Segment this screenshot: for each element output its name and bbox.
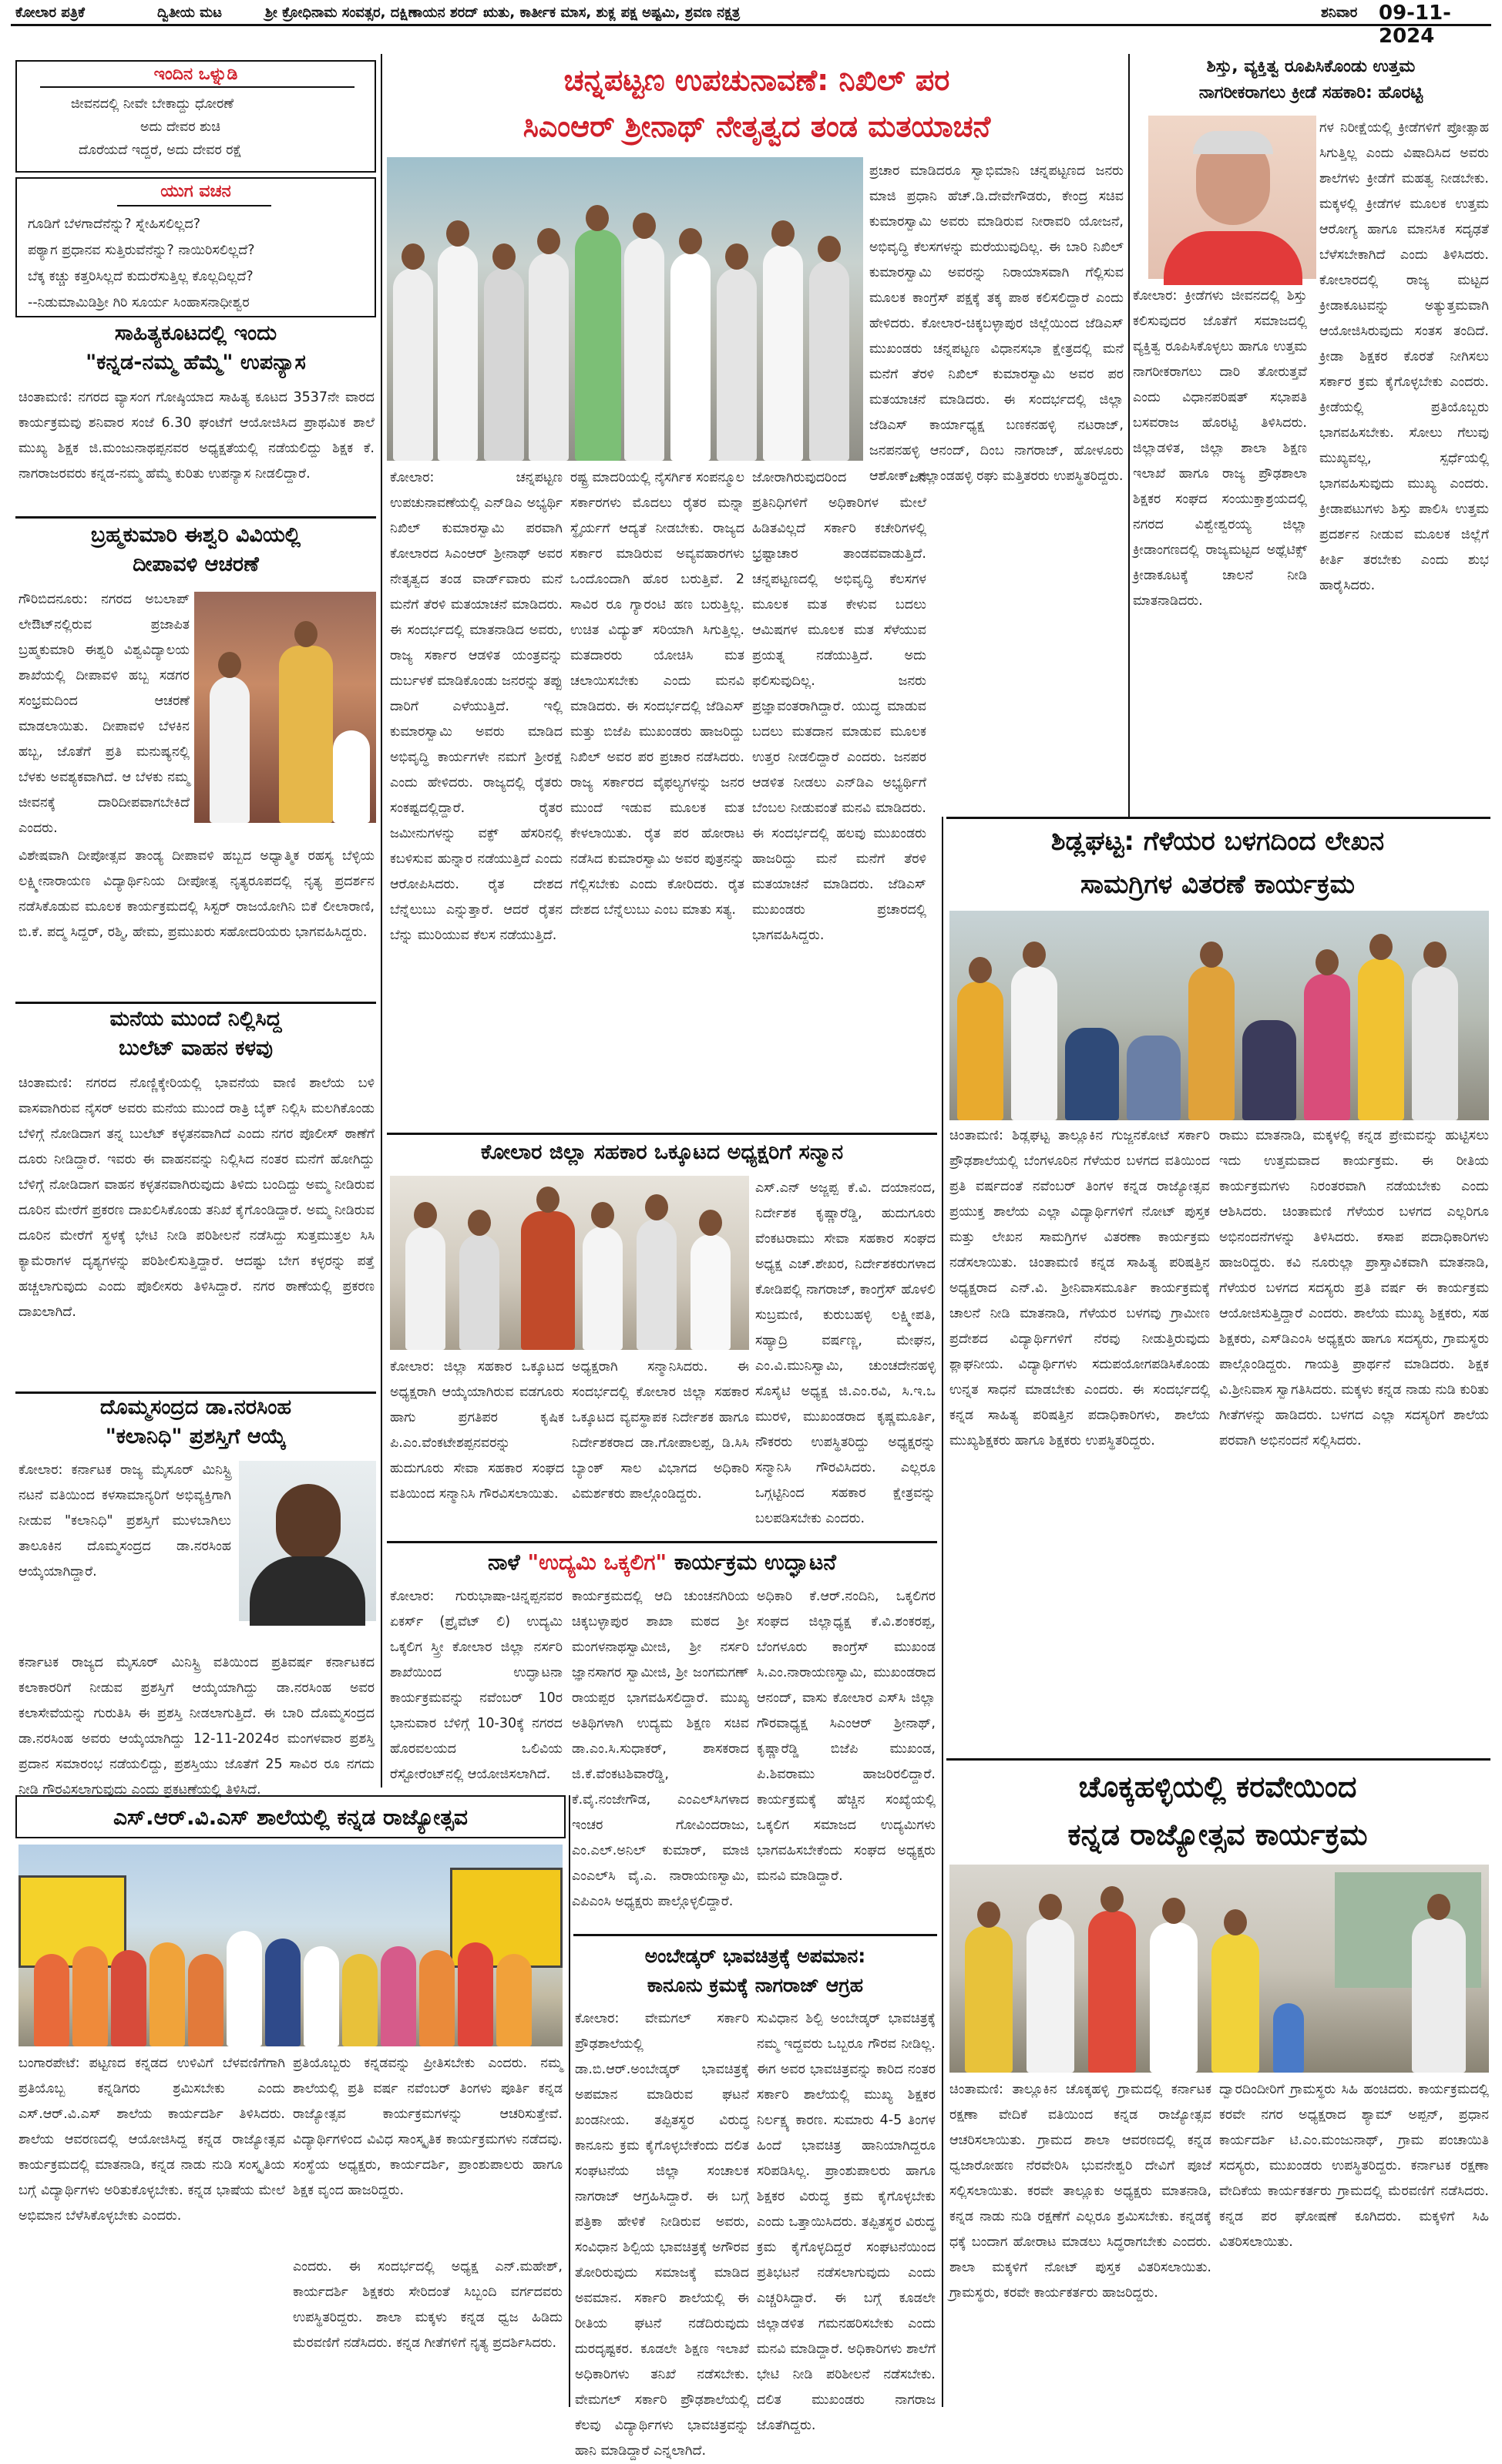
paper-name: ಕೋಲಾರ ಪತ್ರಿಕೆ (15, 5, 85, 21)
thought-box (15, 60, 376, 173)
udyami-headline (387, 1544, 937, 1581)
bike-body: ಚಿಂತಾಮಣಿ: ನಗರದ ನೊಣ್ಣಿಕ್ಕೇರಿಯಲ್ಲಿ ಭಾವನೆಯ ವಾಣಿ ಶಾಲೆಯ ಬಳಿ ವಾಸವಾಗಿರುವ ನೈಸರ್ ಅವರು ಮನೆಯ ಮುಂದೆ ರಾತ್ರಿ ಬೈಕ್ ನಿಲ್ಲಿಸಿ ಮಲಗಿಕೊಂಡು ಬೆಳಿಗ್ಗೆ ನೋಡಿದಾಗ ತನ್ನ ಬುಲೆಟ್ ಕಳ್ಳತನವಾಗಿದೆ ಎಂದು ನಗರ ಪೊಲೀಸ್ ಠಾಣೆಗೆ ದೂರು ನೀಡಿದ್ದಾರೆ. ಇವರು ಈ ವಾಹನವನ್ನು ನಿಲ್ಲಿಸಿದ ನಂತರ ಮನೆಗೆ ಹೋಗಿದ್ದು ಬೆಳಿಗ್ಗೆ ನೋಡಿದಾಗ ವಾಹನ ಕಳ್ಳತನವಾಗಿರುವುದು ತಿಳಿದು ಬಂದಿದ್ದು ಅಮ್ಮ ನೀಡಿರುವ ದೂರಿನ ಮೇರೆಗೆ ಪ್ರಕರಣ ದಾಖಲಿಸಿಕೊಂಡು ತನಿಖೆ ಕೈಗೊಂಡಿದ್ದಾರೆ. ಅಮ್ಮ ನೀಡಿರುವ ದೂರಿನ ಮೇರೆಗೆ ಸ್ಥಳಕ್ಕೆ ಭೇಟಿ ನೀಡಿ ಪರಿಶೀಲನೆ ನಡೆಸಿದ್ದು ಸುತ್ತಮುತ್ತಲ ಸಿಸಿ ಕ್ಯಾಮೆರಾಗಳ ದೃಶ್ಯಗಳನ್ನು ಪರಿಶೀಲಿಸುತ್ತಿದ್ದಾರೆ. ಆದಷ್ಟು ಬೇಗ ಕಳ್ಳರನ್ನು ಪತ್ತೆ ಹಚ್ಚಲಾಗುವುದು ಎಂದು ಪೊಲೀಸರು ತಿಳಿಸಿದ್ದಾರೆ. ನಗರ ಠಾಣೆಯಲ್ಲಿ ಪ್ರಕರಣ ದಾಖಲಾಗಿದೆ. (18, 1076, 375, 1320)
ambedkar-title-2: ಕಾನೂನು ಕ್ರಮಕ್ಕೆ ನಾಗರಾಜ್ ಆಗ್ರಹ (647, 1974, 864, 1996)
ambedkar-col-2: ಸುವಿಧಾನ ಶಿಲ್ಪಿ ಅಂಬೇಡ್ಕರ್ ಭಾವಚಿತ್ರಕ್ಕೆ ನಮ್ಮ ಇದ್ದವರು ಒಬ್ಬರೂ ಗೌರವ ನೀಡಿಲ್ಲ. ಈಗ ಅವರ ಭಾವಚಿತ್ರವನ್ನು ಕಾರಿದ ನಂತರ ಸರ್ಕಾರಿ ಶಾಲೆಯಲ್ಲಿ ಮುಖ್ಯ ಶಿಕ್ಷಕರ ನಿರ್ಲಕ್ಷ್ಯ ಕಾರಣ. ಸುಮಾರು 4-5 ತಿಂಗಳ ಹಿಂದೆ ಭಾವಚಿತ್ರ ಹಾನಿಯಾಗಿದ್ದರೂ ಸರಿಪಡಿಸಿಲ್ಲ. ಪ್ರಾಂಶುಪಾಲರು ಹಾಗೂ ಶಿಕ್ಷಕರ ವಿರುದ್ಧ ಕ್ರಮ ಕೈಗೊಳ್ಳಬೇಕು ಎಂದು ಒತ್ತಾಯಿಸಿದರು. ತಪ್ಪಿತಸ್ಥರ ವಿರುದ್ಧ ಕ್ರಮ ಕೈಗೊಳ್ಳದಿದ್ದರೆ ಸಂಘಟನೆಯಿಂದ ಪ್ರತಿಭಟನೆ ನಡೆಸಲಾಗುವುದು ಎಂದು ಎಚ್ಚರಿಸಿದ್ದಾರೆ. ಈ ಬಗ್ಗೆ ಕೂಡಲೇ ಜಿಲ್ಲಾಡಳಿತ ಗಮನಹರಿಸಬೇಕು ಎಂದು ಮನವಿ ಮಾಡಿದ್ದಾರೆ. ಅಧಿಕಾರಿಗಳು ಶಾಲೆಗೆ ಭೇಟಿ ನೀಡಿ ಪರಿಶೀಲನೆ ನಡೆಸಬೇಕು. ದಲಿತ ಮುಖಂಡರು ನಾಗರಾಜ ಜೊತೆಗಿದ್ದರು. (757, 2011, 936, 2433)
lit-body: ಚಿಂತಾಮಣಿ: ನಗರದ ವ್ಯಾಸಂಗ ಗೋಷ್ಠಿಯಾದ ಸಾಹಿತ್ಯ ಕೂಟದ 3537ನೇ ವಾರದ ಕಾರ್ಯಕ್ರಮವು ಶನಿವಾರ ಸಂಜೆ 6.30 ಘಂಟೆಗೆ ಆಯೋಜಿಸಿದ ಪ್ರಾಥಮಿಕ ಶಾಲೆ ಮುಖ್ಯ ಶಿಕ್ಷಕ ಜಿ.ಮಂಜುನಾಥಪ್ಪನವರ ಅಧ್ಯಕ್ಷತೆಯಲ್ಲಿ ನಡೆಯಲಿದ್ದು ಶಿಕ್ಷಕ ಕೆ. ನಾಗರಾಜರವರು ಕನ್ನಡ-ನಮ್ಮ ಹೆಮ್ಮೆ ಕುರಿತು ಉಪನ್ಯಾಸ ನೀಡಲಿದ್ದಾರೆ. (18, 390, 375, 482)
books-title-2: ಸಾಮಗ್ರಿಗಳ ವಿತರಣೆ ಕಾರ್ಯಕ್ರಮ (1080, 869, 1356, 900)
thought-title: ಇಂದಿನ ಒಳ್ನುಡಿ (153, 65, 238, 84)
vachana-line-4: --ನಿಡುಮಾಮಿಡಿಶ್ರೀ ಗಿರಿ ಸೂರ್ಯ ಸಿಂಹಾಸನಾಧೀಶ್ವರ (28, 295, 250, 311)
books-col-1: ಚಿಂತಾಮಣಿ: ಶಿಡ್ಲಘಟ್ಟ ತಾಲ್ಲೂಕಿನ ಗುಜ್ಜನಕೋಟೆ ಸರ್ಕಾರಿ ಪ್ರೌಢಶಾಲೆಯಲ್ಲಿ ಬೆಂಗಳೂರಿನ ಗೆಳೆಯರ ಬಳಗದ ವತಿಯಿಂದ ಪ್ರತಿ ವರ್ಷದಂತೆ ನವೆಂಬರ್ ತಿಂಗಳ ಕನ್ನಡ ರಾಜ್ಯೋತ್ಸವ ಪ್ರಯುಕ್ತ ಶಾಲೆಯ ಎಲ್ಲಾ ವಿದ್ಯಾರ್ಥಿಗಳಿಗೆ ನೋಟ್ ಪುಸ್ತಕ ಮತ್ತು ಲೇಖನ ಸಾಮಗ್ರಿಗಳ ವಿತರಣಾ ಕಾರ್ಯಕ್ರಮ ನಡೆಸಲಾಯಿತು. ಚಿಂತಾಮಣಿ ಕನ್ನಡ ಸಾಹಿತ್ಯ ಪರಿಷತ್ತಿನ ಅಧ್ಯಕ್ಷರಾದ ಎನ್.ವಿ. ಶ್ರೀನಿವಾಸಮೂರ್ತಿ ಕಾರ್ಯಕ್ರಮಕ್ಕೆ ಚಾಲನೆ ನೀಡಿ ಮಾತನಾಡಿ, ಗೆಳೆಯರ ಬಳಗವು ಗ್ರಾಮೀಣ ಪ್ರದೇಶದ ವಿದ್ಯಾರ್ಥಿಗಳಿಗೆ ನೆರವು ನೀಡುತ್ತಿರುವುದು ಶ್ಲಾಘನೀಯ. ವಿದ್ಯಾರ್ಥಿಗಳು ಸದುಪಯೋಗಪಡಿಸಿಕೊಂಡು ಉನ್ನತ ಸಾಧನೆ ಮಾಡಬೇಕು ಎಂದರು. ಈ ಸಂದರ್ಭದಲ್ಲಿ ಕನ್ನಡ ಸಾಹಿತ್ಯ ಪರಿಷತ್ತಿನ ಪದಾಧಿಕಾರಿಗಳು, ಶಾಲೆಯ ಮುಖ್ಯಶಿಕ್ಷಕರು ಹಾಗೂ ಶಿಕ್ಷಕರು ಉಪಸ್ಥಿತರಿದ್ದರು. (949, 1128, 1210, 1449)
column-rule (942, 817, 943, 2407)
lead-title-1: ಚನ್ನಪಟ್ಟಣ ಉಪಚುನಾವಣೆ: ನಿಖಿಲ್ ಪರ (563, 63, 950, 97)
lead-title-2: ಸಿಎಂಆರ್ ಶ್ರೀನಾಥ್ ನೇತೃತ್ವದ ತಂಡ ಮತಯಾಚನೆ (523, 109, 991, 143)
divider (15, 516, 376, 519)
lead-col-1: ಕೋಲಾರ: ಚನ್ನಪಟ್ಟಣ ಉಪಚುನಾವಣೆಯಲ್ಲಿ ಎನ್‌ಡಿಎ ಅಭ್ಯರ್ಥಿ ನಿಖಿಲ್ ಕುಮಾರಸ್ವಾಮಿ ಪರವಾಗಿ ಕೋಲಾರದ ಸಿಎಂಆರ್ ಶ್ರೀನಾಥ್ ಅವರ ನೇತೃತ್ವದ ತಂಡ ವಾರ್ಡ್‌ವಾರು ಮನೆ ಮನೆಗೆ ತೆರಳಿ ಮತಯಾಚನೆ ಮಾಡಿದರು. ಈ ಸಂದರ್ಭದಲ್ಲಿ ಮಾತನಾಡಿದ ಅವರು, ರಾಜ್ಯ ಸರ್ಕಾರ ಆಡಳಿತ ಯಂತ್ರವನ್ನು ದುರ್ಬಳಕೆ ಮಾಡಿಕೊಂಡು ಜನರನ್ನು ತಪ್ಪು ದಾರಿಗೆ ಎಳೆಯುತ್ತಿದೆ. ಇಲ್ಲಿ ಕುಮಾರಸ್ವಾಮಿ ಅವರು ಮಾಡಿದ ಅಭಿವೃದ್ಧಿ ಕಾರ್ಯಗಳೇ ನಮಗೆ ಶ್ರೀರಕ್ಷೆ ಎಂದು ಹೇಳಿದರು. ರಾಜ್ಯದಲ್ಲಿ ರೈತರು ಸಂಕಷ್ಟದಲ್ಲಿದ್ದಾರೆ. ರೈತರ ಜಮೀನುಗಳನ್ನು ವಕ್ಫ್ ಹೆಸರಿನಲ್ಲಿ ಕಬಳಿಸುವ ಹುನ್ನಾರ ನಡೆಯುತ್ತಿದೆ ಎಂದು ಆರೋಪಿಸಿದರು. ರೈತ ದೇಶದ ಬೆನ್ನೆಲುಬು ಎನ್ನುತ್ತಾರೆ. ಆದರೆ ರೈತನ ಬೆನ್ನು ಮುರಿಯುವ ಕೆಲಸ ನಡೆಯುತ್ತಿದೆ. (390, 470, 563, 943)
lead-photo (387, 157, 863, 461)
sports-portrait (1148, 116, 1316, 279)
karave-photo (949, 1865, 1489, 2073)
coop-col-1: ಕೋಲಾರ: ಜಿಲ್ಲಾ ಸಹಕಾರ ಒಕ್ಕೂಟದ ಅಧ್ಯಕ್ಷರಾಗಿ ಆಯ್ಕೆಯಾಗಿರುವ ವಡಗೂರು ಹಾಗು ಪ್ರಗತಿಪರ ಕೃಷಿಕ ಪಿ.ಎಂ.ವೆಂಕಟೇಶಪ್ಪನವರನ್ನು ಹುದುಗೂರು ಸೇವಾ ಸಹಕಾರ ಸಂಘದ ವತಿಯಿಂದ ಸನ್ಮಾನಿಸಿ ಗೌರವಿಸಲಾಯಿತು. (390, 1359, 564, 1502)
udyami-col-3: ಅಧಿಕಾರಿ ಕೆ.ಆರ್.ನಂದಿನಿ, ಒಕ್ಕಲಿಗರ ಸಂಘದ ಜಿಲ್ಲಾಧ್ಯಕ್ಷ ಕೆ.ವಿ.ಶಂಕರಪ್ಪ, ಬೆಂಗಳೂರು ಕಾಂಗ್ರೆಸ್ ಮುಖಂಡ ಸಿ.ಎಂ.ನಾರಾಯಣಸ್ವಾಮಿ, ಮುಖಂಡರಾದ ಆನಂದ್, ವಾಸು ಕೋಲಾರ ಎಸ್‌ಸಿ ಜಿಲ್ಲಾ ಗೌರವಾಧ್ಯಕ್ಷ ಸಿಎಂಆರ್ ಶ್ರೀನಾಥ್, ಕೃಷ್ಣಾರೆಡ್ಡಿ ಬಿಜೆಪಿ ಮುಖಂಡ, ಪಿ.ಶಿವರಾಮು ಹಾಜರಿರಲಿದ್ದಾರೆ. ಕಾರ್ಯಕ್ರಮಕ್ಕೆ ಹೆಚ್ಚಿನ ಸಂಖ್ಯೆಯಲ್ಲಿ ಒಕ್ಕಲಿಗ ಸಮಾಜದ ಉದ್ಯಮಿಗಳು ಭಾಗವಹಿಸಬೇಕೆಂದು ಸಂಘದ ಅಧ್ಯಕ್ಷರು ಮನವಿ ಮಾಡಿದ್ದಾರೆ. (757, 1589, 936, 1884)
udyami-col-2: ಕಾರ್ಯಕ್ರಮದಲ್ಲಿ ಆದಿ ಚುಂಚನಗಿರಿಯ ಚಿಕ್ಕಬಳ್ಳಾಪುರ ಶಾಖಾ ಮಠದ ಶ್ರೀ ಮಂಗಳನಾಥಸ್ವಾಮೀಜಿ, ಶ್ರೀ ನರ್ಸರಿ ಜ್ಞಾನಸಾಗರ ಸ್ವಾಮೀಜಿ, ಶ್ರೀ ಜಂಗಮಗಣ್ ರಾಯಪ್ಪರ ಭಾಗವಹಿಸಲಿದ್ದಾರೆ. ಮುಖ್ಯ ಅತಿಥಿಗಳಾಗಿ ಉದ್ಯಮ ಶಿಕ್ಷಣ ಸಚಿವ ಡಾ.ಎಂ.ಸಿ.ಸುಧಾಕರ್, ಶಾಸಕರಾದ ಜಿ.ಕೆ.ವೆಂಕಟಶಿವಾರೆಡ್ಡಿ, ಕೆ.ವೈ.ನಂಜೇಗೌಡ, ಎಂಎಲ್‌ಸಿಗಳಾದ ಇಂಚರ ಗೋವಿಂದರಾಜು, ಎಂ.ಎಲ್.ಅನಿಲ್ ಕುಮಾರ್, ಮಾಜಿ ಎಂಎಲ್‌ಸಿ ವೈ.ಎ. ನಾರಾಯಣಸ್ವಾಮಿ, ಎಪಿಎಂಸಿ ಅಧ್ಯಕ್ಷರು ಪಾಲ್ಗೊಳ್ಳಲಿದ್ದಾರೆ. (572, 1589, 749, 1909)
divider (946, 1758, 1490, 1761)
coop-headline: ಕೋಲಾರ ಜಿಲ್ಲಾ ಸಹಕಾರ ಒಕ್ಕೂಟದ ಅಧ್ಯಕ್ಷರಿಗೆ ಸನ್ಮಾನ (480, 1140, 844, 1164)
thought-line-3: ದೊರೆಯದೆ ಇದ್ದರೆ, ಅದು ದೇವರ ರಕ್ಷೆ (79, 143, 242, 158)
sports-headline: ಶಿಸ್ತು, ವ್ಯಕ್ತಿತ್ವ ರೂಪಿಸಿಕೊಂಡು ಉತ್ತಮ ನಾಗರೀಕರಾಗಲು ಕ್ರೀಡೆ ಸಹಕಾರಿ: ಹೊರಟ್ಟಿ (1198, 57, 1423, 102)
books-title-1: ಶಿಡ್ಲಘಟ್ಟ: ಗೆಳೆಯರ ಬಳಗದಿಂದ ಲೇಖನ (1050, 826, 1385, 857)
issue-date: 09-11-2024 (1379, 2, 1451, 48)
srvs-col-3: ಎಂದರು. ಈ ಸಂದರ್ಭದಲ್ಲಿ ಅಧ್ಯಕ್ಷ ಎನ್.ಮಹೇಶ್, ಕಾರ್ಯದರ್ಶಿ ಶಿಕ್ಷಕರು ಸೇರಿದಂತೆ ಸಿಬ್ಬಂದಿ ವರ್ಗದವರು ಉಪಸ್ಥಿತರಿದ್ದರು. ಶಾಲಾ ಮಕ್ಕಳು ಕನ್ನಡ ಧ್ವಜ ಹಿಡಿದು ಮೆರವಣಿಗೆ ನಡೆಸಿದರು. ಕನ್ನಡ ಗೀತೆಗಳಿಗೆ ನೃತ್ಯ ಪ್ರದರ್ಶಿಸಿದರು. (293, 2259, 563, 2351)
coop-right: ಎಸ್.ಎನ್ ಅಜ್ಜಪ್ಪ ಕೆ.ವಿ. ದಯಾನಂದ, ನಿರ್ದೇಶಕ ಕೃಷ್ಣಾರೆಡ್ಡಿ, ಹುದುಗೂರು ವೆಂಕಟರಾಮು ಸೇವಾ ಸಹಕಾರ ಸಂಘದ ಅಧ್ಯಕ್ಷ ಎಚ್.ಶೇಖರ, ನಿರ್ದೇಶಕರುಗಳಾದ ಕೋಡಿಪಲ್ಲಿ ನಾಗರಾಜ್, ಕಾಂಗ್ರೆಸ್ ಹೊಳಲಿ ಸುಬ್ರಮಣಿ, ಕುರುಬಹಳ್ಳಿ ಲಕ್ಷ್ಮೀಪತಿ, ಸಹ್ಯಾದ್ರಿ ವರ್ಷಣ್ಣ, ಮೇಘನ, ಎಂ.ವಿ.ಮುನಿಸ್ವಾಮಿ, ಚುಂಚದೇನಹಳ್ಳಿ ಸೊಸೈಟಿ ಅಧ್ಯಕ್ಷ ಜಿ.ಎಂ.ರವಿ, ಸಿ.ಇ.ಒ ಮುರಳಿ, ಮುಖಂಡರಾದ ಕೃಷ್ಣಮೂರ್ತಿ, ನೌಕರರು ಉಪಸ್ಥಿತರಿದ್ದು ಅಧ್ಯಕ್ಷರನ್ನು ಸನ್ಮಾನಿಸಿ ಗೌರವಿಸಿದರು. ಎಲ್ಲರೂ ಒಗ್ಗಟ್ಟಿನಿಂದ ಸಹಕಾರ ಕ್ಷೇತ್ರವನ್ನು ಬಲಪಡಿಸಬೇಕು ಎಂದರು. (755, 1180, 936, 1526)
award-portrait (239, 1461, 376, 1621)
divider (117, 205, 271, 206)
srvs-headline: ಎಸ್.ಆರ್.ವಿ.ಎಸ್ ಶಾಲೆಯಲ್ಲಿ ಕನ್ನಡ ರಾಜ್ಯೋತ್ಸವ (113, 1804, 468, 1830)
bk-body-1: ಗೌರಿಬಿದನೂರು: ನಗರದ ಅಬಲಾಪ್ ಲೇಔಟ್‌ನಲ್ಲಿರುವ ಪ್ರಜಾಪಿತ ಬ್ರಹ್ಮಕುಮಾರಿ ಈಶ್ವರಿ ವಿಶ್ವವಿದ್ಯಾಲಯ ಶಾಖೆಯಲ್ಲಿ ದೀಪಾವಳಿ ಹಬ್ಬ ಸಡಗರ ಸಂಭ್ರಮದಿಂದ ಆಚರಣೆ ಮಾಡಲಾಯಿತು. ದೀಪಾವಳಿ ಬೆಳಕಿನ ಹಬ್ಬ, ಜೊತೆಗೆ ಪ್ರತಿ ಮನುಷ್ಯನಲ್ಲಿ ಬೆಳಕು ಅವಶ್ಯಕವಾಗಿದೆ. ಆ ಬೆಳಕು ನಮ್ಮ ಜೀವನಕ್ಕೆ ದಾರಿದೀಪವಾಗಬೇಕಿದೆ ಎಂದರು. (18, 592, 190, 836)
lead-col-3: ಜೋರಾಗಿರುವುದರಿಂದ ಜನ ಪ್ರತಿನಿಧಿಗಳಿಗೆ ಅಧಿಕಾರಿಗಳ ಮೇಲೆ ಹಿಡಿತವಿಲ್ಲದೆ ಸರ್ಕಾರಿ ಕಚೇರಿಗಳಲ್ಲಿ ಭ್ರಷ್ಟಾಚಾರ ತಾಂಡವವಾಡುತ್ತಿದೆ. ಚನ್ನಪಟ್ಟಣದಲ್ಲಿ ಅಭಿವೃದ್ಧಿ ಕೆಲಸಗಳ ಮೂಲಕ ಮತ ಕೇಳುವ ಬದಲು ಆಮಿಷಗಳ ಮೂಲಕ ಮತ ಸೆಳೆಯುವ ಪ್ರಯತ್ನ ನಡೆಯುತ್ತಿದೆ. ಅದು ಫಲಿಸುವುದಿಲ್ಲ. ಜನರು ಪ್ರಜ್ಞಾವಂತರಾಗಿದ್ದಾರೆ. ಯುದ್ಧ ಮಾಡುವ ಬದಲು ಮತದಾನ ಮಾಡುವ ಮೂಲಕ ಉತ್ತರ ನೀಡಲಿದ್ದಾರೆ ಎಂದರು. ಜನಪರ ಆಡಳಿತ ನೀಡಲು ಎನ್‌ಡಿಎ ಅಭ್ಯರ್ಥಿಗೆ ಬೆಂಬಲ ನೀಡುವಂತೆ ಮನವಿ ಮಾಡಿದರು. ಈ ಸಂದರ್ಭದಲ್ಲಿ ಹಲವು ಮುಖಂಡರು ಹಾಜರಿದ್ದು ಮನೆ ಮನೆಗೆ ತೆರಳಿ ಮತಯಾಚನೆ ಮಾಡಿದರು. ಜೆಡಿಎಸ್ ಮುಖಂಡರು ಪ್ರಚಾರದಲ್ಲಿ ಭಾಗವಹಿಸಿದ್ದರು. (752, 470, 926, 943)
karave-title-2: ಕನ್ನಡ ರಾಜ್ಯೋತ್ಸವ ಕಾರ್ಯಕ್ರಮ (1067, 1818, 1368, 1851)
srvs-photo (18, 1845, 563, 2046)
udyami-title-a: ನಾಳೆ (487, 1549, 528, 1575)
lead-col-2: ರಷ್ಟ್ರ ಮಾದರಿಯಲ್ಲಿ ನೈಸರ್ಗಿಕ ಸಂಪನ್ಮೂಲ ಸರ್ಕಾರಗಳು ಮೊದಲು ರೈತರ ಮನ್ನಾ ಸ್ಥೈರ್ಯಗೆ ಆದ್ಯತೆ ನೀಡಬೇಕು. ರಾಜ್ಯದ ಸರ್ಕಾರ ಮಾಡಿರುವ ಅವ್ಯವಹಾರಗಳು ಒಂದೊಂದಾಗಿ ಹೊರ ಬರುತ್ತಿವೆ. 2 ಸಾವಿರ ರೂ ಗ್ಯಾರಂಟಿ ಹಣ ಬರುತ್ತಿಲ್ಲ. ಉಚಿತ ವಿದ್ಯುತ್ ಸರಿಯಾಗಿ ಸಿಗುತ್ತಿಲ್ಲ. ಮತದಾರರು ಯೋಚಿಸಿ ಮತ ಚಲಾಯಿಸಬೇಕು ಎಂದು ಮನವಿ ಮಾಡಿದರು. ಈ ಸಂದರ್ಭದಲ್ಲಿ ಜೆಡಿಎಸ್ ಮತ್ತು ಬಿಜೆಪಿ ಮುಖಂಡರು ಹಾಜರಿದ್ದು ನಿಖಿಲ್ ಅವರ ಪರ ಪ್ರಚಾರ ನಡೆಸಿದರು. ರಾಜ್ಯ ಸರ್ಕಾರದ ವೈಫಲ್ಯಗಳನ್ನು ಜನರ ಮುಂದೆ ಇಡುವ ಮೂಲಕ ಮತ ಕೇಳಲಾಯಿತು. ರೈತ ಪರ ಹೋರಾಟ ನಡೆಸಿದ ಕುಮಾರಸ್ವಾಮಿ ಅವರ ಪುತ್ರನನ್ನು ಗೆಲ್ಲಿಸಬೇಕು ಎಂದು ಕೋರಿದರು. ರೈತ ದೇಶದ ಬೆನ್ನೆಲುಬು ಎಂಬ ಮಾತು ಸತ್ಯ. (570, 470, 744, 918)
divider (946, 817, 1490, 819)
ambedkar-col-1: ಕೋಲಾರ: ವೇಮಗಲ್ ಸರ್ಕಾರಿ ಪ್ರೌಢಶಾಲೆಯಲ್ಲಿ ಡಾ.ಬಿ.ಆರ್.ಅಂಬೇಡ್ಕರ್ ಭಾವಚಿತ್ರಕ್ಕೆ ಅಪಮಾನ ಮಾಡಿರುವ ಘಟನೆ ಖಂಡನೀಯ. ತಪ್ಪಿತಸ್ಥರ ವಿರುದ್ಧ ಕಾನೂನು ಕ್ರಮ ಕೈಗೊಳ್ಳಬೇಕೆಂದು ದಲಿತ ಸಂಘಟನೆಯ ಜಿಲ್ಲಾ ಸಂಚಾಲಕ ನಾಗರಾಜ್ ಆಗ್ರಹಿಸಿದ್ದಾರೆ. ಈ ಬಗ್ಗೆ ಪತ್ರಿಕಾ ಹೇಳಿಕೆ ನೀಡಿರುವ ಅವರು, ಸಂವಿಧಾನ ಶಿಲ್ಪಿಯ ಭಾವಚಿತ್ರಕ್ಕೆ ಅಗೌರವ ತೋರಿರುವುದು ಸಮಾಜಕ್ಕೆ ಮಾಡಿದ ಅವಮಾನ. ಸರ್ಕಾರಿ ಶಾಲೆಯಲ್ಲಿ ಈ ರೀತಿಯ ಘಟನೆ ನಡೆದಿರುವುದು ದುರದೃಷ್ಟಕರ. ಕೂಡಲೇ ಶಿಕ್ಷಣ ಇಲಾಖೆ ಅಧಿಕಾರಿಗಳು ತನಿಖೆ ನಡೆಸಬೇಕು. ವೇಮಗಲ್ ಸರ್ಕಾರಿ ಪ್ರೌಢಶಾಲೆಯಲ್ಲಿ ಕೆಲವು ವಿದ್ಯಾರ್ಥಿಗಳು ಭಾವಚಿತ್ರವನ್ನು ಹಾನಿ ಮಾಡಿದ್ದಾರೆ ಎನ್ನಲಾಗಿದೆ. (575, 2011, 749, 2459)
srvs-col-2: ಪ್ರತಿಯೊಬ್ಬರು ಕನ್ನಡವನ್ನು ಪ್ರೀತಿಸಬೇಕು ಎಂದರು. ನಮ್ಮ ಶಾಲೆಯಲ್ಲಿ ಪ್ರತಿ ವರ್ಷ ನವೆಂಬರ್ ತಿಂಗಳು ಪೂರ್ತಿ ಕನ್ನಡ ರಾಜ್ಯೋತ್ಸವ ಕಾರ್ಯಕ್ರಮಗಳನ್ನು ಆಚರಿಸುತ್ತೇವೆ. ವಿದ್ಯಾರ್ಥಿಗಳಿಂದ ವಿವಿಧ ಸಾಂಸ್ಕೃತಿಕ ಕಾರ್ಯಕ್ರಮಗಳು ನಡೆದವು. ಸಂಸ್ಥೆಯ ಅಧ್ಯಕ್ಷರು, ಕಾರ್ಯದರ್ಶಿ, ಪ್ರಾಂಶುಪಾಲರು ಹಾಗೂ ಶಿಕ್ಷಕ ವೃಂದ ಹಾಜರಿದ್ದರು. (293, 2056, 563, 2198)
bk-headline: ಬ್ರಹ್ಮಕುಮಾರಿ ಈಶ್ವರಿ ವಿವಿಯಲ್ಲಿ ದೀಪಾವಳಿ ಆಚರಣೆ (90, 523, 301, 576)
divider (387, 1541, 937, 1543)
thought-line-2: ಅದು ದೇವರ ಶುಚಿ (140, 119, 220, 135)
udyami-title-c: ಕಾರ್ಯಕ್ರಮ ಉದ್ಘಾಟನೆ (667, 1549, 837, 1575)
ambedkar-title-1: ಅಂಬೇಡ್ಕರ್ ಭಾವಚಿತ್ರಕ್ಕೆ ಅಪಮಾನ: (644, 1945, 866, 1967)
vachana-title: ಯುಗ ವಚನ (160, 182, 231, 201)
lit-headline: ಸಾಹಿತ್ಯಕೂಟದಲ್ಲಿ ಇಂದು "ಕನ್ನಡ-ನಮ್ಮ ಹೆಮ್ಮೆ" ಉಪನ್ಯಾಸ (86, 321, 306, 374)
srvs-title-box (15, 1795, 566, 1838)
karave-col-1: ಚಿಂತಾಮಣಿ: ತಾಲ್ಲೂಕಿನ ಚೊಕ್ಕಹಳ್ಳಿ ಗ್ರಾಮದಲ್ಲಿ ಕರ್ನಾಟಕ ರಕ್ಷಣಾ ವೇದಿಕೆ ವತಿಯಿಂದ ಕನ್ನಡ ರಾಜ್ಯೋತ್ಸವ ಆಚರಿಸಲಾಯಿತು. ಗ್ರಾಮದ ಶಾಲಾ ಆವರಣದಲ್ಲಿ ಕನ್ನಡ ಧ್ವಜಾರೋಹಣ ನೆರವೇರಿಸಿ ಭುವನೇಶ್ವರಿ ದೇವಿಗೆ ಪೂಜೆ ಸಲ್ಲಿಸಲಾಯಿತು. ಕರವೇ ತಾಲ್ಲೂಕು ಅಧ್ಯಕ್ಷರು ಮಾತನಾಡಿ, ಕನ್ನಡ ನಾಡು ನುಡಿ ರಕ್ಷಣೆಗೆ ಎಲ್ಲರೂ ಶ್ರಮಿಸಬೇಕು. ಕನ್ನಡಕ್ಕೆ ಧಕ್ಕೆ ಬಂದಾಗ ಹೋರಾಟ ಮಾಡಲು ಸಿದ್ಧರಾಗಬೇಕು ಎಂದರು. ಶಾಲಾ ಮಕ್ಕಳಿಗೆ ನೋಟ್ ಪುಸ್ತಕ ವಿತರಿಸಲಾಯಿತು. ಗ್ರಾಮಸ್ಥರು, ಕರವೇ ಕಾರ್ಯಕರ್ತರು ಹಾಜರಿದ್ದರು. (949, 2082, 1211, 2301)
weekday: ಶನಿವಾರ (1321, 5, 1358, 21)
books-col-2: ರಾಮು ಮಾತನಾಡಿ, ಮಕ್ಕಳಲ್ಲಿ ಕನ್ನಡ ಪ್ರೇಮವನ್ನು ಹುಟ್ಟಿಸಲು ಇದು ಉತ್ತಮವಾದ ಕಾರ್ಯಕ್ರಮ. ಈ ರೀತಿಯ ಕಾರ್ಯಕ್ರಮಗಳು ನಿರಂತರವಾಗಿ ನಡೆಯಬೇಕು ಎಂದು ಆಶಿಸಿದರು. ಚಿಂತಾಮಣಿ ಗೆಳೆಯರ ಬಳಗದ ಎಲ್ಲರಿಗೂ ಅಭಿನಂದನೆಗಳನ್ನು ತಿಳಿಸಿದರು. ಕಸಾಪ ಪದಾಧಿಕಾರಿಗಳು ಹಾಜರಿದ್ದರು. ಕವಿ ನೂರುಲ್ಲಾ ಪ್ರಾಸ್ತಾವಿಕವಾಗಿ ಮಾತನಾಡಿ, ಗೆಳೆಯರ ಬಳಗದ ಸದಸ್ಯರು ಪ್ರತಿ ವರ್ಷ ಈ ಕಾರ್ಯಕ್ರಮ ಆಯೋಜಿಸುತ್ತಿದ್ದಾರೆ ಎಂದರು. ಶಾಲೆಯ ಮುಖ್ಯ ಶಿಕ್ಷಕರು, ಸಹ ಶಿಕ್ಷಕರು, ಎಸ್‌ಡಿಎಂಸಿ ಅಧ್ಯಕ್ಷರು ಹಾಗೂ ಸದಸ್ಯರು, ಗ್ರಾಮಸ್ಥರು ಪಾಲ್ಗೊಂಡಿದ್ದರು. ಗಾಯತ್ರಿ ಪ್ರಾರ್ಥನೆ ಮಾಡಿದರು. ಶಿಕ್ಷಕ ವಿ.ಶ್ರೀನಿವಾಸ ಸ್ವಾಗತಿಸಿದರು. ಮಕ್ಕಳು ಕನ್ನಡ ನಾಡು ನುಡಿ ಕುರಿತು ಗೀತೆಗಳನ್ನು ಹಾಡಿದರು. ಬಳಗದ ಎಲ್ಲಾ ಸದಸ್ಯರಿಗೆ ಶಾಲೆಯ ಪರವಾಗಿ ಅಭಿನಂದನೆ ಸಲ್ಲಿಸಿದರು. (1219, 1128, 1489, 1449)
column-rule (1128, 54, 1130, 817)
vachana-line-3: ಬೆಕ್ಕ ಕಚ್ಚು ಕತ್ತರಿಸಿಲ್ಲದೆ ಕುದುರೆಸುತ್ತಿಲ್ಲ ಕೊಲ್ಲದಿಲ್ಲದೆ? (28, 269, 254, 284)
sports-body-2: ಗಳ ನಿರೀಕ್ಷೆಯಲ್ಲಿ ಕ್ರೀಡೆಗಳಿಗೆ ಪ್ರೋತ್ಸಾಹ ಸಿಗುತ್ತಿಲ್ಲ ಎಂದು ವಿಷಾದಿಸಿದ ಅವರು ಶಾಲೆಗಳು ಕ್ರೀಡೆಗೆ ಮಹತ್ವ ನೀಡಬೇಕು. ಮಕ್ಕಳಲ್ಲಿ ಕ್ರೀಡೆಗಳ ಮೂಲಕ ಉತ್ತಮ ಆರೋಗ್ಯ ಹಾಗೂ ಮಾನಸಿಕ ಸದೃಢತೆ ಬೆಳೆಸಬೇಕಾಗಿದೆ ಎಂದು ತಿಳಿಸಿದರು. ಕೋಲಾರದಲ್ಲಿ ರಾಜ್ಯ ಮಟ್ಟದ ಕ್ರೀಡಾಕೂಟವನ್ನು ಅತ್ಯುತ್ತಮವಾಗಿ ಆಯೋಜಿಸಿರುವುದು ಸಂತಸ ತಂದಿದೆ. ಕ್ರೀಡಾ ಶಿಕ್ಷಕರ ಕೊರತೆ ನೀಗಿಸಲು ಸರ್ಕಾರ ಕ್ರಮ ಕೈಗೊಳ್ಳಬೇಕು ಎಂದರು. ಕ್ರೀಡೆಯಲ್ಲಿ ಪ್ರತಿಯೊಬ್ಬರು ಭಾಗವಹಿಸಬೇಕು. ಸೋಲು ಗೆಲುವು ಮುಖ್ಯವಲ್ಲ, ಸ್ಪರ್ಧೆಯಲ್ಲಿ ಭಾಗವಹಿಸುವುದು ಮುಖ್ಯ ಎಂದರು. ಕ್ರೀಡಾಪಟುಗಳು ಶಿಸ್ತು ಪಾಲಿಸಿ ಉತ್ತಮ ಪ್ರದರ್ಶನ ನೀಡುವ ಮೂಲಕ ಜಿಲ್ಲೆಗೆ ಕೀರ್ತಿ ತರಬೇಕು ಎಂದು ಶುಭ ಹಾರೈಸಿದರು. (1319, 120, 1489, 593)
divider (40, 86, 354, 88)
bk-photo (194, 592, 376, 823)
page-label: ದ್ವಿತೀಯ ಮಟ (157, 5, 222, 21)
bk-body-2: ವಿಶೇಷವಾಗಿ ದೀಪೋತ್ಸವ ತಾಂಡ್ಯ ದೀಪಾವಳಿ ಹಬ್ಬದ ಅಧ್ಯಾತ್ಮಿಕ ರಹಸ್ಯ ಬೆಳ್ಳಿಯ ಲಕ್ಷ್ಮೀನಾರಾಯಣ ವಿದ್ಯಾರ್ಥಿನಿಯ ದೀಪೋತ್ಸ ನೃತ್ಯರೂಪದಲ್ಲಿ ನೃತ್ಯ ಪ್ರದರ್ಶನ ನಡೆಸಿಕೊಡುವ ಮೂಲಕ ಕಾರ್ಯಕ್ರಮದಲ್ಲಿ ಸಿಸ್ಟರ್ ರಾಜಯೋಗಿನಿ ಬಿಕೆ ಲೀಲಾರಾಣಿ, ಬಿ.ಕೆ. ಪದ್ಮ ಸಿದ್ದರ್, ರಶ್ಮಿ, ಹೇಮ, ಪ್ರಮುಖರು ಸಹೋದರಿಯರು ಭಾಗವಹಿಸಿದ್ದರು. (18, 848, 375, 940)
award-body-2: ಕರ್ನಾಟಕ ರಾಜ್ಯದ ಮೈಸೂರ್ ಮಿನಿಸ್ಟ್ರಿ ವತಿಯಿಂದ ಪ್ರತಿವರ್ಷ ಕರ್ನಾಟಕದ ಕಲಾಕಾರರಿಗೆ ನೀಡುವ ಪ್ರಶಸ್ತಿಗೆ ಆಯ್ಕೆಯಾಗಿದ್ದು ಡಾ.ನರಸಿಂಹ ಅವರ ಕಲಾಸೇವೆಯನ್ನು ಗುರುತಿಸಿ ಈ ಪ್ರಶಸ್ತಿ ನೀಡಲಾಗುತ್ತಿದೆ. ಈ ಬಾರಿ ದೊಮ್ಮಸಂದ್ರದ ಡಾ.ನರಸಿಂಹ ಅವರು ಆಯ್ಕೆಯಾಗಿದ್ದು 12-11-2024ರ ಮಂಗಳವಾರ ಪ್ರಶಸ್ತಿ ಪ್ರದಾನ ಸಮಾರಂಭ ನಡೆಯಲಿದ್ದು, ಪ್ರಶಸ್ತಿಯು ಜೊತೆಗೆ 25 ಸಾವಿರ ರೂ ನಗದು ನೀಡಿ ಗೌರವಿಸಲಾಗುವುದು ಎಂದು ಪ್ರಕಟಣೆಯಲ್ಲಿ ತಿಳಿಸಿದೆ. (18, 1655, 375, 1798)
panchanga: ಶ್ರೀ ಕ್ರೋಧಿನಾಮ ಸಂವತ್ಸರ, ದಕ್ಷಿಣಾಯನ ಶರದ್ ಋತು, ಕಾರ್ತೀಕ ಮಾಸ, ಶುಕ್ಲ ಪಕ್ಷ ಅಷ್ಟಮಿ, ಶ್ರವಣ ನಕ್ಷತ್ರ (265, 5, 741, 21)
karave-col-2: ದ್ವಾರದಿಂದೀರಿಗೆ ಗ್ರಾಮಸ್ಥರು ಸಿಹಿ ಹಂಚಿದರು. ಕಾರ್ಯಕ್ರಮದಲ್ಲಿ ಕರವೇ ನಗರ ಅಧ್ಯಕ್ಷರಾದ ಶ್ಯಾಮ್ ಅಪ್ಪನ್, ಪ್ರಧಾನ ಕಾರ್ಯದರ್ಶಿ ಟಿ.ಎಂ.ಮಂಜುನಾಥ್, ಗ್ರಾಮ ಪಂಚಾಯಿತಿ ಸದಸ್ಯರು, ಮುಖಂಡರು ಉಪಸ್ಥಿತರಿದ್ದರು. ಕರ್ನಾಟಕ ರಕ್ಷಣಾ ವೇದಿಕೆಯ ಕಾರ್ಯಕರ್ತರು ಗ್ರಾಮದಲ್ಲಿ ಮೆರವಣಿಗೆ ನಡೆಸಿದರು. ಕನ್ನಡ ಪರ ಘೋಷಣೆ ಕೂಗಿದರು. ಮಕ್ಕಳಿಗೆ ಸಿಹಿ ವಿತರಿಸಲಾಯಿತು. (1219, 2082, 1489, 2250)
vachana-line-2: ಪಠ್ಯಾಗ ಪ್ರಧಾನವ ಸುತ್ತಿರುವೆನೆನ್ನು? ನಾಯಿರಿಸಲಿಲ್ಲದೆ? (28, 243, 255, 258)
books-photo (949, 911, 1489, 1120)
srvs-col-1: ಬಂಗಾರಪೇಟೆ: ಪಟ್ಟಣದ ಕನ್ನಡದ ಉಳಿವಿಗೆ ಬೆಳವಣಿಗೆಗಾಗಿ ಪ್ರತಿಯೊಬ್ಬ ಕನ್ನಡಿಗರು ಶ್ರಮಿಸಬೇಕು ಎಂದು ಎಸ್.ಆರ್.ವಿ.ಎಸ್ ಶಾಲೆಯ ಕಾರ್ಯದರ್ಶಿ ತಿಳಿಸಿದರು. ಶಾಲೆಯ ಆವರಣದಲ್ಲಿ ಆಯೋಜಿಸಿದ್ದ ಕನ್ನಡ ರಾಜ್ಯೋತ್ಸವ ಕಾರ್ಯಕ್ರಮದಲ್ಲಿ ಮಾತನಾಡಿ, ಕನ್ನಡ ನಾಡು ನುಡಿ ಸಂಸ್ಕೃತಿಯ ಬಗ್ಗೆ ವಿದ್ಯಾರ್ಥಿಗಳು ಅರಿತುಕೊಳ್ಳಬೇಕು. ಕನ್ನಡ ಭಾಷೆಯ ಮೇಲೆ ಅಭಿಮಾನ ಬೆಳೆಸಿಕೊಳ್ಳಬೇಕು ಎಂದರು. (18, 2056, 285, 2224)
lead-col-4: ಪ್ರಚಾರ ಮಾಡಿದರೂ ಸ್ವಾಭಿಮಾನಿ ಚನ್ನಪಟ್ಟಣದ ಜನರು ಮಾಜಿ ಪ್ರಧಾನಿ ಹೆಚ್.ಡಿ.ದೇವೇಗೌಡರು, ಕೇಂದ್ರ ಸಚಿವ ಕುಮಾರಸ್ವಾಮಿ ಅವರು ಮಾಡಿರುವ ನೀರಾವರಿ ಯೋಜನೆ, ಅಭಿವೃದ್ಧಿ ಕೆಲಸಗಳನ್ನು ಮರೆಯುವುದಿಲ್ಲ. ಈ ಬಾರಿ ನಿಖಿಲ್ ಕುಮಾರಸ್ವಾಮಿ ಅವರನ್ನು ನಿರಾಯಾಸವಾಗಿ ಗೆಲ್ಲಿಸುವ ಮೂಲಕ ಕಾಂಗ್ರೆಸ್ ಪಕ್ಷಕ್ಕೆ ತಕ್ಕ ಪಾಠ ಕಲಿಸಲಿದ್ದಾರೆ ಎಂದು ಹೇಳಿದರು. ಕೋಲಾರ-ಚಿಕ್ಕಬಳ್ಳಾಪುರ ಜಿಲ್ಲೆಯಿಂದ ಜೆಡಿಎಸ್ ಮುಖಂಡರು ಚನ್ನಪಟ್ಟಣ ವಿಧಾನಸಭಾ ಕ್ಷೇತ್ರದಲ್ಲಿ ಮನೆ ಮನೆಗೆ ತೆರಳಿ ನಿಖಿಲ್ ಕುಮಾರಸ್ವಾಮಿ ಅವರ ಪರ ಮತಯಾಚನೆ ಮಾಡಿದರು. ಈ ಸಂದರ್ಭದಲ್ಲಿ ಜಿಲ್ಲಾ ಜೆಡಿಎಸ್ ಕಾರ್ಯಾಧ್ಯಕ್ಷ ಬಣಕನಹಳ್ಳಿ ನಟರಾಜ್, ಜನಪನಹಳ್ಳಿ ಆನಂದ್, ದಿಂಬ ನಾಗರಾಜ್, ಹೋಳೂರು ಆಶೋಕ್, ನಲ್ಲಾಂಡಹಳ್ಳಿ ರಘು ಮತ್ತಿತರರು ಉಪಸ್ಥಿತರಿದ್ದರು. (869, 163, 1124, 484)
coop-photo (390, 1176, 749, 1350)
coop-col-2: ಅಧ್ಯಕ್ಷರಾಗಿ ಸನ್ಮಾನಿಸಿದರು. ಈ ಸಂದರ್ಭದಲ್ಲಿ ಕೋಲಾರ ಜಿಲ್ಲಾ ಸಹಕಾರ ಒಕ್ಕೂಟದ ವ್ಯವಸ್ಥಾಪಕ ನಿರ್ದೇಶಕ ಹಾಗೂ ನಿರ್ದೇಶಕರಾದ ಡಾ.ಗೋಪಾಲಪ್ಪ, ಡಿ.ಸಿಸಿ ಬ್ಯಾಂಕ್ ಸಾಲ ವಿಭಾಗದ ಅಧಿಕಾರಿ ವಿಮರ್ಶಕರು ಪಾಲ್ಗೊಂಡಿದ್ದರು. (572, 1359, 749, 1502)
karave-title-1: ಚೊಕ್ಕಹಳ್ಳಿಯಲ್ಲಿ ಕರವೇಯಿಂದ (1078, 1770, 1357, 1804)
masthead (11, 2, 1491, 48)
vachana-box (15, 177, 376, 317)
divider (15, 1002, 376, 1004)
thought-line-1: ಜೀವನದಲ್ಲಿ ನೀವೇ ಬೇಕಾದ್ದು ಧೋರಣೆ (71, 96, 234, 112)
udyami-title-b: "ಉದ್ಯಮಿ ಒಕ್ಕಲಿಗ" (527, 1549, 667, 1575)
award-body-1: ಕೋಲಾರ: ಕರ್ನಾಟಕ ರಾಜ್ಯ ಮೈಸೂರ್ ಮಿನಿಸ್ಟ್ರಿ ನಟನೆ ವತಿಯಿಂದ ಕಳಸಾಮಾನ್ಯರಿಗೆ ಅಭಿವ್ಯಕ್ತಿಗಾಗಿ ನೀಡುವ "ಕಲಾನಿಧಿ" ಪ್ರಶಸ್ತಿಗೆ ಮುಳಬಾಗಿಲು ತಾಲೂಕಿನ ದೊಮ್ಮಸಂದ್ರದ ಡಾ.ನರಸಿಂಹ ಆಯ್ಕೆಯಾಗಿದ್ದಾರೆ. (18, 1462, 231, 1579)
sports-body-1: ಕೋಲಾರ: ಕ್ರೀಡೆಗಳು ಜೀವನದಲ್ಲಿ ಶಿಸ್ತು ಕಲಿಸುವುದರ ಜೊತೆಗೆ ಸಮಾಜದಲ್ಲಿ ವ್ಯಕ್ತಿತ್ವ ರೂಪಿಸಿಕೊಳ್ಳಲು ಹಾಗೂ ಉತ್ತಮ ನಾಗರೀಕರಾಗಲು ದಾರಿ ತೋರುತ್ತವೆ ಎಂದು ವಿಧಾನಪರಿಷತ್ ಸಭಾಪತಿ ಬಸವರಾಜ ಹೊರಟ್ಟಿ ತಿಳಿಸಿದರು. ಜಿಲ್ಲಾಡಳಿತ, ಜಿಲ್ಲಾ ಶಾಲಾ ಶಿಕ್ಷಣ ಇಲಾಖೆ ಹಾಗೂ ರಾಜ್ಯ ಪ್ರೌಢಶಾಲಾ ಶಿಕ್ಷಕರ ಸಂಘದ ಸಂಯುಕ್ತಾಶ್ರಯದಲ್ಲಿ ನಗರದ ವಿಶ್ವೇಶ್ವರಯ್ಯ ಜಿಲ್ಲಾ ಕ್ರೀಡಾಂಗಣದಲ್ಲಿ ರಾಜ್ಯಮಟ್ಟದ ಅಥ್ಲೆಟಿಕ್ಸ್ ಕ್ರೀಡಾಕೂಟಕ್ಕೆ ಚಾಲನೆ ನೀಡಿ ಮಾತನಾಡಿದರು. (1133, 288, 1307, 609)
udyami-col-1: ಕೋಲಾರ: ಗುರುಭಾಷಾ-ಚಿನ್ನಪ್ಪನವರ ಏಕರ್ಸ್ (ಪ್ರೈವೆಟ್ ಲಿ) ಉದ್ಯಮಿ ಒಕ್ಕಲಿಗ ಸ್ತ್ರೀ ಕೋಲಾರ ಜಿಲ್ಲಾ ನರ್ಸರಿ ಶಾಖೆಯಿಂದ ಉದ್ಘಾಟನಾ ಕಾರ್ಯಕ್ರಮವನ್ನು ನವೆಂಬರ್ 10ರ ಭಾನುವಾರ ಬೆಳಿಗ್ಗೆ 10-30ಕ್ಕೆ ನಗರದ ಹೊರವಲಯದ ಒಲಿವಿಯ ರೆಸ್ಟೋರೆಂಟ್‌ನಲ್ಲಿ ಆಯೋಜಿಸಲಾಗಿದೆ. (390, 1589, 563, 1782)
award-headline: ದೊಮ್ಮಸಂದ್ರದ ಡಾ.ನರಸಿಂಹ "ಕಲಾನಿಧಿ" ಪ್ರಶಸ್ತಿಗೆ ಆಯ್ಕೆ (99, 1395, 292, 1449)
divider (573, 1934, 937, 1936)
bike-headline: ಮನೆಯ ಮುಂದೆ ನಿಲ್ಲಿಸಿದ್ದ ಬುಲೆಟ್ ವಾಹನ ಕಳವು (109, 1007, 282, 1060)
vachana-line-1: ಗೂಡಿಗೆ ಬೆಳಗಾದೆನೆನ್ನು? ಸ್ನೇಹಿಸಲಿಲ್ಲದ? (28, 217, 201, 232)
column-rule (381, 54, 382, 1788)
column-rule (569, 1795, 570, 2407)
